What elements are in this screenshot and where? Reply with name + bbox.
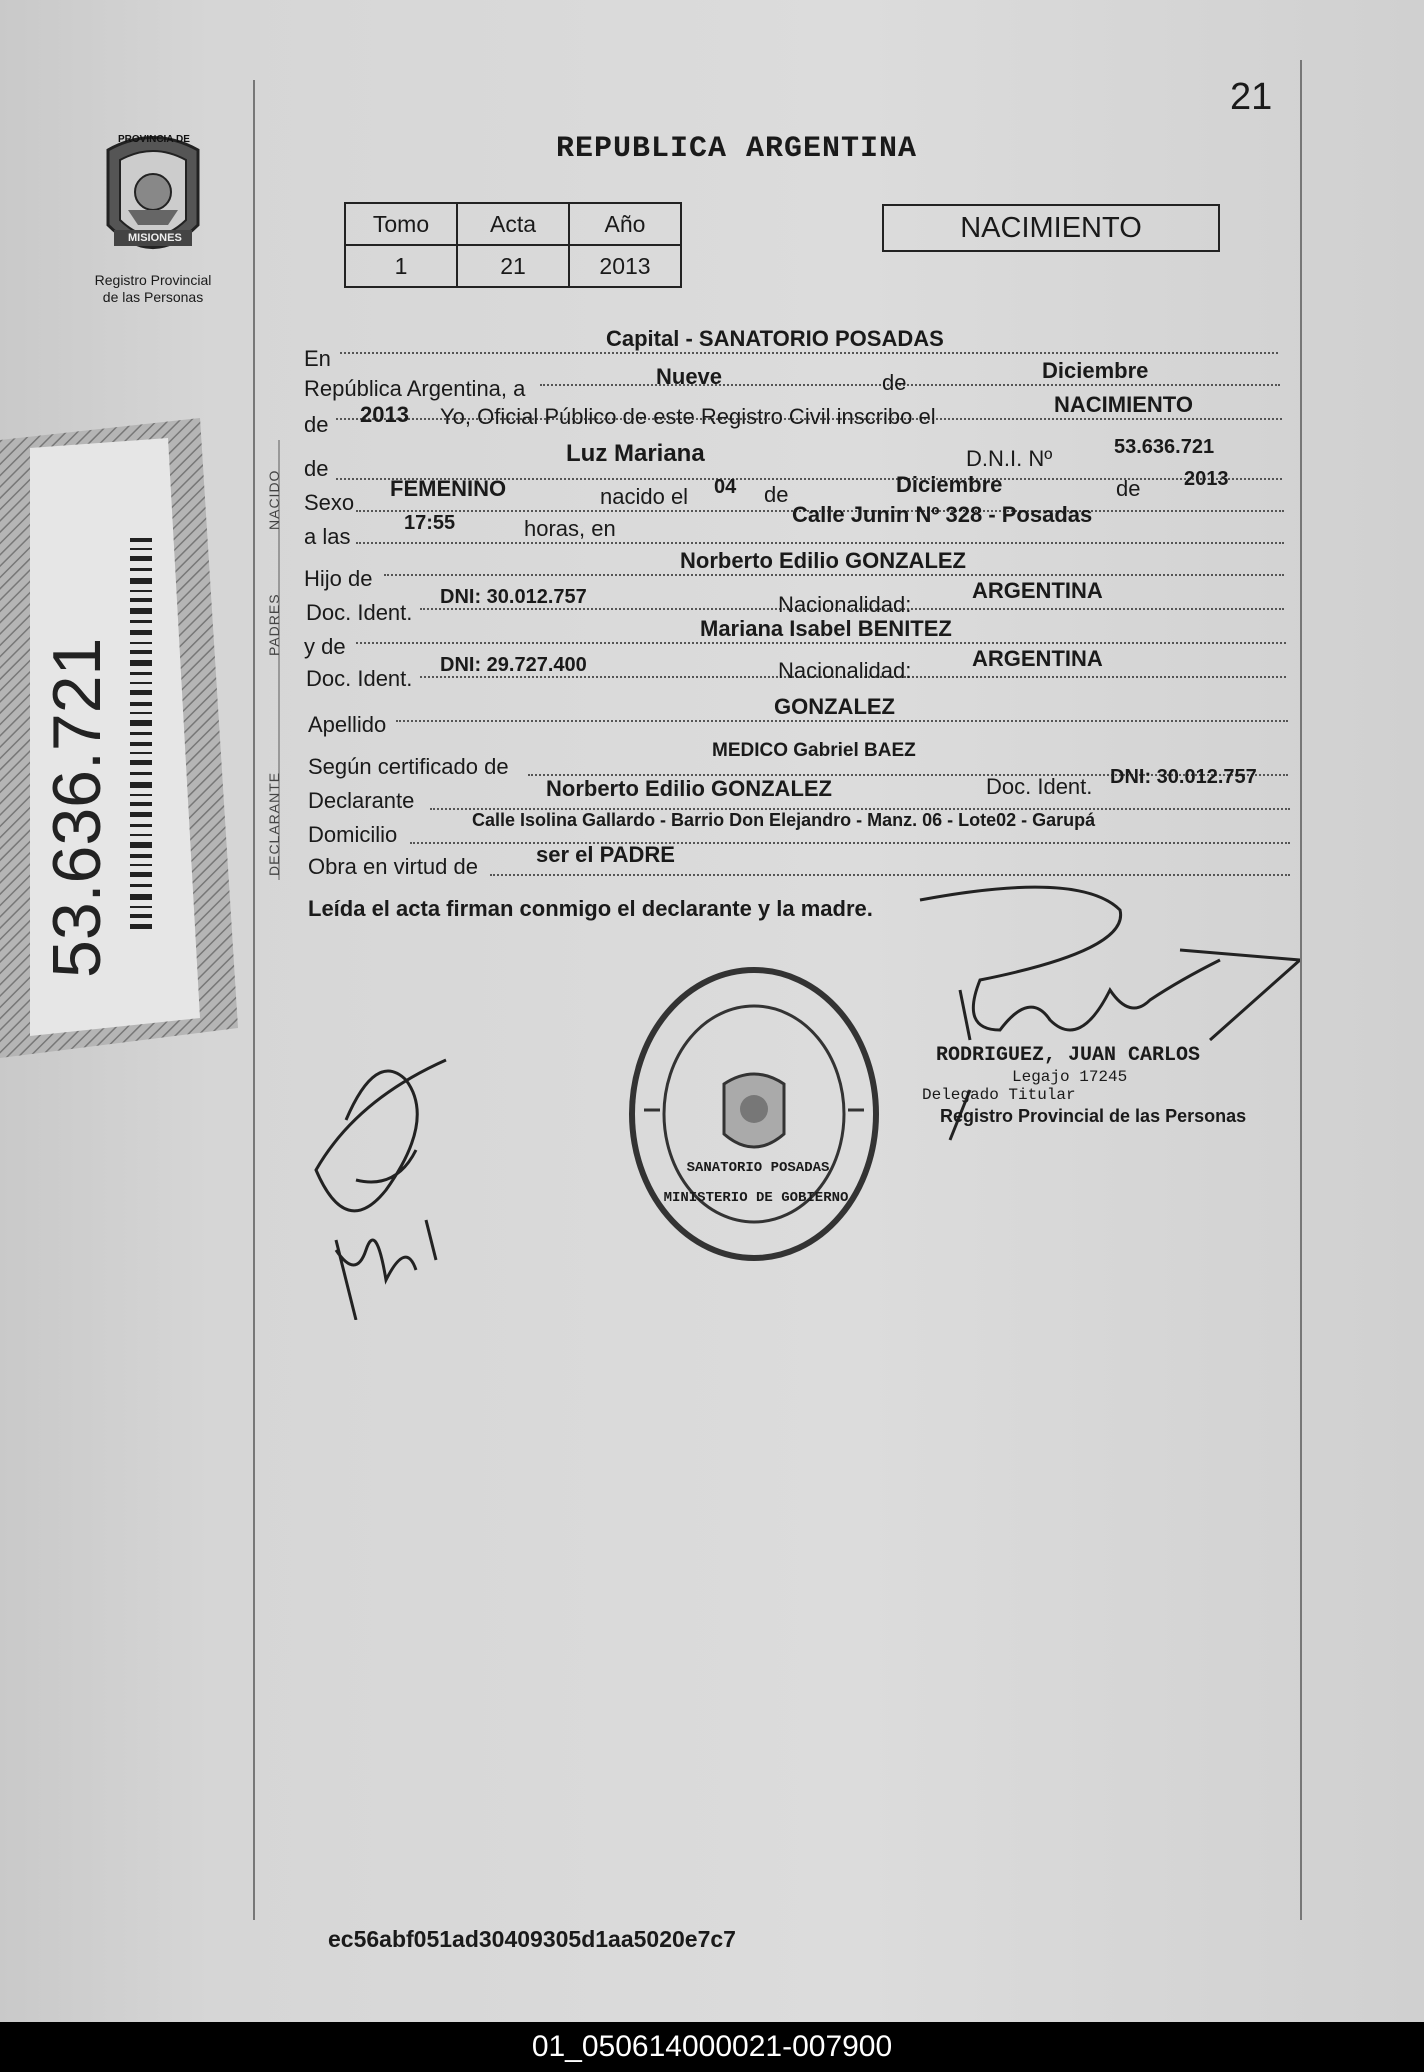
stamp-bottom-text: MINISTERIO DE GOBIERNO <box>663 1190 849 1206</box>
barcode-sticker-icon <box>0 418 238 1058</box>
value-madre-nac: ARGENTINA <box>972 646 1103 671</box>
value-padre-doc: DNI: 30.012.757 <box>440 586 587 608</box>
acta-value-acta: 21 <box>457 245 569 287</box>
dni-strip-number: 53.636.721 <box>39 637 115 978</box>
label-yo: Yo, Oficial Público de este Registro Civil inscribo el <box>440 404 936 429</box>
label-de-1: de <box>882 370 907 395</box>
label-de-3: de <box>304 456 329 481</box>
label-republica: República Argentina, a <box>304 376 526 401</box>
value-anio: 2013 <box>360 402 409 427</box>
label-decl-doc: Doc. Ident. <box>986 774 1093 799</box>
official-stamp <box>626 964 882 1264</box>
acta-value-anio: 2013 <box>569 245 681 287</box>
page-number: 21 <box>1230 76 1273 118</box>
value-dia: Nueve <box>656 364 723 389</box>
acta-header-anio: Año <box>569 203 681 245</box>
label-apellido: Apellido <box>308 712 387 737</box>
value-domicilio: Calle Isolina Gallardo - Barrio Don Elejandro - Manz. 06 - Lote02 - Garupá <box>472 810 1096 830</box>
document-title: REPUBLICA ARGENTINA <box>556 132 918 166</box>
label-doc-madre: Doc. Ident. <box>306 666 413 691</box>
registry-logo <box>98 130 208 270</box>
acta-table-value-row <box>345 245 681 287</box>
official-name: RODRIGUEZ, JUAN CARLOS <box>936 1044 1201 1067</box>
round-stamp-icon <box>626 964 882 1264</box>
label-nacido-de-2: de <box>1116 476 1141 501</box>
line-fecha <box>540 350 1280 386</box>
label-declarante: Declarante <box>308 788 415 813</box>
acta-header-tomo: Tomo <box>345 203 457 245</box>
label-en: En <box>304 346 331 371</box>
value-nacido-anio: 2013 <box>1184 468 1229 490</box>
label-sexo: Sexo <box>304 490 355 515</box>
acta-value-tomo: 1 <box>345 245 457 287</box>
value-certificado: MEDICO Gabriel BAEZ <box>712 740 916 761</box>
footer-id: 01_050614000021-007900 <box>531 2030 893 2063</box>
registry-name-line1: Registro Provincial <box>94 272 212 288</box>
declarant-signature <box>296 1040 476 1320</box>
official-role: Delegado Titular <box>922 1086 1076 1104</box>
closing-statement: Leída el acta firman conmigo el declarante y la madre. <box>308 896 873 921</box>
record-type-box: NACIMIENTO <box>882 204 1220 252</box>
label-domicilio: Domicilio <box>308 822 398 847</box>
left-margin-line <box>253 80 255 1920</box>
label-obra: Obra en virtud de <box>308 854 478 879</box>
label-de-2: de <box>304 412 329 437</box>
side-label-declarante: DECLARANTE <box>266 771 282 876</box>
value-declarante: Norberto Edilio GONZALEZ <box>546 776 832 801</box>
label-nacido-de: de <box>764 482 789 507</box>
side-label-nacido: NACIDO <box>266 469 282 530</box>
value-hora: 17:55 <box>404 512 456 534</box>
label-horas: horas, en <box>524 516 616 541</box>
side-label-padres: PADRES <box>266 593 282 656</box>
label-doc-padre: Doc. Ident. <box>306 600 413 625</box>
acta-table <box>344 202 682 288</box>
label-alas: a las <box>304 524 351 549</box>
value-padre-nac: ARGENTINA <box>972 578 1103 603</box>
label-nac-madre: Nacionalidad: <box>778 658 912 683</box>
value-mes: Diciembre <box>1042 358 1149 383</box>
value-nombre: Luz Mariana <box>566 440 705 467</box>
value-madre-doc: DNI: 29.727.400 <box>440 654 587 676</box>
misiones-seal-icon <box>98 130 208 270</box>
label-hijo: Hijo de <box>304 566 373 591</box>
value-obra: ser el PADRE <box>536 842 675 867</box>
logo-text-bottom: MISIONES <box>128 232 182 244</box>
value-madre: Mariana Isabel BENITEZ <box>700 616 952 641</box>
label-certificado: Según certificado de <box>308 754 509 779</box>
value-decl-doc: DNI: 30.012.757 <box>1110 766 1257 788</box>
value-padre: Norberto Edilio GONZALEZ <box>680 548 966 573</box>
right-margin-line <box>1300 60 1302 1920</box>
dni-barcode-strip <box>0 418 238 1058</box>
label-nacido: nacido el <box>600 484 689 509</box>
label-nac-padre: Nacionalidad: <box>778 592 912 617</box>
value-en: Capital - SANATORIO POSADAS <box>606 326 944 351</box>
acta-table-header-row <box>345 203 681 245</box>
value-lugar: Calle Junin Nº 328 - Posadas <box>792 502 1093 527</box>
stamp-middle-text: SANATORIO POSADAS <box>686 1160 830 1176</box>
value-nacido-dia: 04 <box>714 476 737 498</box>
official-legajo: Legajo 17245 <box>1012 1068 1128 1086</box>
value-dni: 53.636.721 <box>1114 436 1215 458</box>
footer-id-bar <box>0 2022 1424 2072</box>
document-hash: ec56abf051ad30409305d1aa5020e7c7 <box>328 1926 736 1952</box>
official-office: Registro Provincial de las Personas <box>940 1106 1247 1126</box>
value-inscribo: NACIMIENTO <box>1054 392 1193 417</box>
registry-name-line2: de las Personas <box>102 289 204 305</box>
label-yde: y de <box>304 634 346 659</box>
logo-text-top: PROVINCIA DE <box>118 134 190 145</box>
value-sexo: FEMENINO <box>390 476 507 501</box>
label-dni: D.N.I. Nº <box>966 446 1053 471</box>
registry-name <box>78 272 228 306</box>
acta-header-acta: Acta <box>457 203 569 245</box>
value-nacido-mes: Diciembre <box>896 472 1003 497</box>
value-apellido: GONZALEZ <box>774 694 895 719</box>
